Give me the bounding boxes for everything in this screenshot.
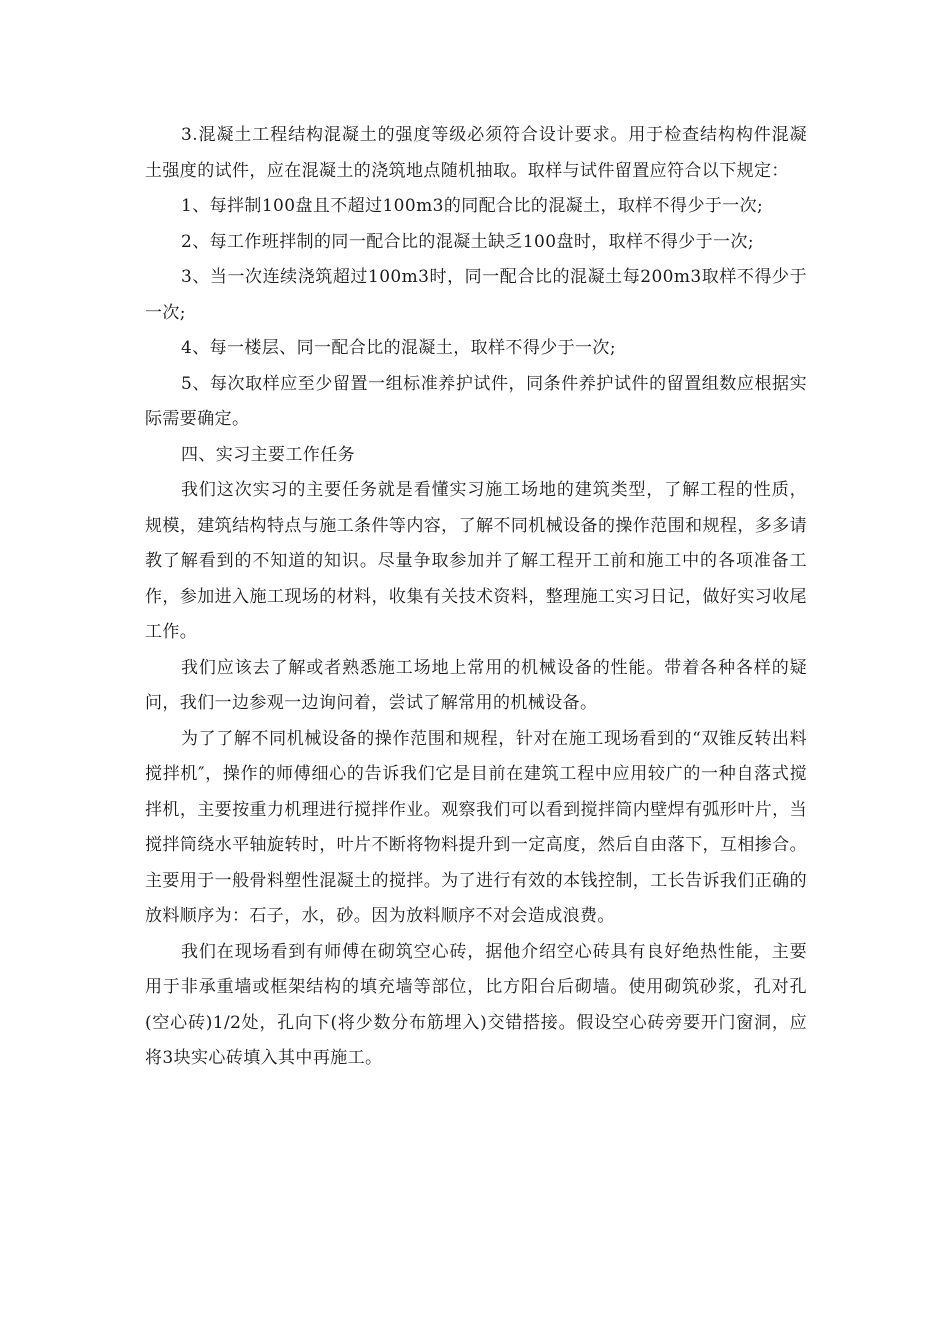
paragraph-rule-4: 4、每一楼层、同一配合比的混凝土，取样不得少于一次; <box>181 338 616 358</box>
paragraph-hollow-brick: 我们在现场看到有师傅在砌筑空心砖，据他介绍空心砖具有良好绝热性能，主要用于非承重墙或框架结构的填充墙等部位，比方阳台后砌墙。使用砌筑砂浆，孔对孔(空心砖)1/2处，孔向下(将少数分布筋埋入)交错搭接。假设空心砖旁要开门窗洞，应将3块实心砖填入其中再施工。 <box>145 941 807 1068</box>
paragraph-internship-tasks: 我们这次实习的主要任务就是看懂实习施工场地的建筑类型，了解工程的性质，规模，建筑结构特点与施工条件等内容，了解不同机械设备的操作范围和规程，多多请教了解看到的不知道的知识。尽量争取参加并了解工程开工前和施工中的各项准备工作，参加进入施工现场的材料，收集有关技术资料，整理施工实习日记，做好实习收尾工作。 <box>145 480 807 642</box>
document-page <box>145 118 807 1077</box>
paragraph-rule-1: 1、每拌制100盘且不超过100m3的同配合比的混凝土，取样不得少于一次; <box>181 196 764 216</box>
paragraph-rule-2: 2、每工作班拌制的同一配合比的混凝土缺乏100盘时，取样不得少于一次; <box>181 231 754 252</box>
paragraph-rule-5: 5、每次取样应至少留置一组标准养护试件，同条件养护试件的留置组数应根据实际需要确定。 <box>145 373 807 429</box>
paragraph-machinery-familiarization: 我们应该去了解或者熟悉施工场地上常用的机械设备的性能。带着各种各样的疑问，我们一边参观一边询问着，尝试了解常用的机械设备。 <box>145 657 807 713</box>
section-heading-main-tasks: 四、实习主要工作任务 <box>181 444 355 465</box>
paragraph-rule-3: 3、当一次连续浇筑超过100m3时，同一配合比的混凝土每200m3取样不得少于一次; <box>145 267 807 323</box>
paragraph-concrete-strength: 3.混凝土工程结构混凝土的强度等级必须符合设计要求。用于检查结构构件混凝土强度的试件，应在混凝土的浇筑地点随机抽取。取样与试件留置应符合以下规定： <box>145 125 807 181</box>
paragraph-mixer-description: 为了了解不同机械设备的操作范围和规程，针对在施工现场看到的“双锥反转出料搅拌机″，操作的师傅细心的告诉我们它是目前在建筑工程中应用较广的一种自落式搅拌机，主要按重力机理进行搅拌作业。观察我们可以看到搅拌筒内壁焊有弧形叶片，当搅拌筒绕水平轴旋转时，叶片不断将物料提升到一定高度，然后自由落下，互相掺合。主要用于一般骨料塑性混凝土的搅拌。为了进行有效的本钱控制，工长告诉我们正确的放料顺序为：石子，水，砂。因为放料顺序不对会造成浪费。 <box>145 728 807 926</box>
